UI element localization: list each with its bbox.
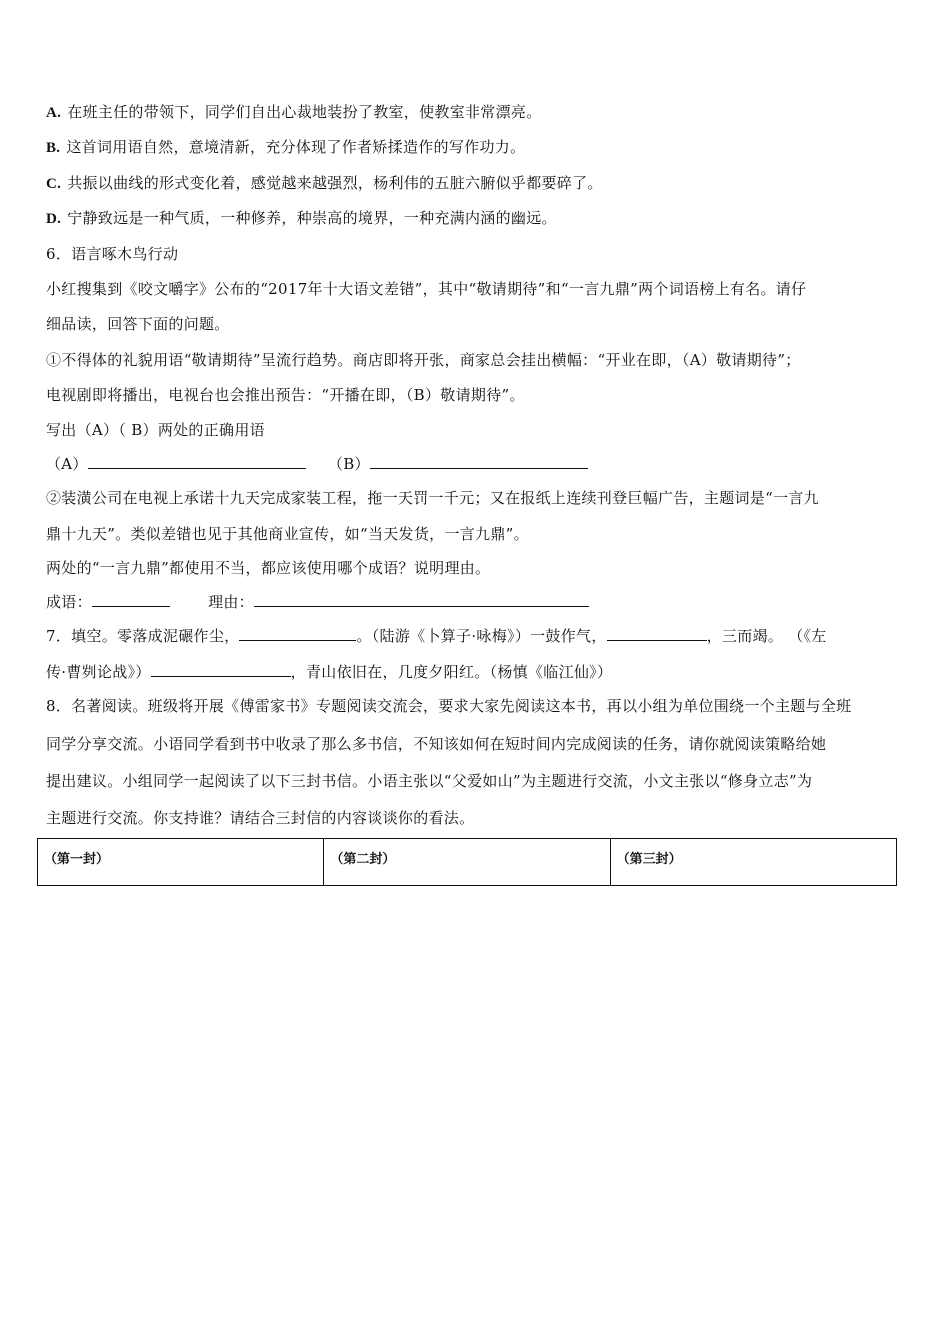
q8-line-1: 8．名著阅读。班级将开展《傅雷家书》专题阅读交流会，要求大家先阅读这本书，再以小组为单位围绕一个主题与全班 [46,697,852,715]
q6-idiom-reason [46,592,908,612]
option-d [46,208,908,229]
option-text: 共振以曲线的形式变化着，感觉越来越强烈，杨利伟的五脏六腑似乎都要碎了。 [67,174,603,192]
letter-cell-2: （第二封） [324,839,610,886]
option-a [46,102,908,123]
q7-blank-1[interactable] [239,626,356,641]
q6-task-1: 写出（A）（ B）两处的正确用语 [46,421,265,439]
q6-paragraph-2-line-2: 鼎十九天”。类似差错也见于其他商业宣传，如“当天发货，一言九鼎”。 [46,525,529,543]
table-row [38,839,897,886]
q7-part-4: 传·曹刿论战》） [46,663,151,681]
q6-paragraph-2-line-1: ②装潢公司在电视上承诺十九天完成家装工程，拖一天罚一千元；又在报纸上连续刊登巨幅广告，主题词是“一言九 [46,489,819,507]
q6-paragraph-1-line-1: ①不得体的礼貌用语“敬请期待”呈流行趋势。商店即将开张，商家总会挂出横幅：“开业在即，（A）敬请期待”； [46,351,801,369]
option-letter: D. [46,211,62,227]
option-b [46,137,908,158]
q8-line-2: 同学分享交流。小语同学看到书中收录了那么多书信，不知该如何在短时间内完成阅读的任务，请你就阅读策略给她 [46,735,827,753]
option-text: 在班主任的带领下，同学们自出心裁地装扮了教室，使教室非常漂亮。 [67,103,542,121]
option-c [46,173,908,194]
q8-line-3: 提出建议。小组同学一起阅读了以下三封书信。小语主张以“父爱如山”为主题进行交流，小文主张以“修身立志”为 [46,772,813,790]
reason-input[interactable] [254,592,589,607]
q6-title: 6．语言啄木鸟行动 [46,245,179,263]
q8-line-4: 主题进行交流。你支持谁？请结合三封信的内容谈谈你的看法。 [46,809,475,827]
option-letter: A. [46,105,62,121]
option-text: 宁静致远是一种气质，一种修养，种崇高的境界，一种充满内涵的幽远。 [67,209,557,227]
q7-part-5: ，青山依旧在，几度夕阳红。（杨慎《临江仙》） [290,663,613,681]
letters-table [37,838,897,886]
q6-task-2: 两处的“一言九鼎”都使用不当，都应该使用哪个成语？说明理由。 [46,559,491,577]
q6-paragraph-1-line-2: 电视剧即将播出，电视台也会推出预告：“开播在即，（B）敬请期待”。 [46,386,525,404]
option-letter: C. [46,176,62,192]
letter-cell-3: （第三封） [610,839,896,886]
q7-part-1: 7．填空。零落成泥碾作尘， [46,627,240,645]
letter-cell-1: （第一封） [38,839,324,886]
option-letter: B. [46,140,61,156]
q7-part-2: 。（陆游《卜算子·咏梅》）一鼓作气， [356,627,607,645]
q6-answer-blanks [46,454,908,474]
q6-intro-line-1: 小红搜集到《咬文嚼字》公布的“2017年十大语文差错”，其中“敬请期待”和“一言九鼎”两个词语榜上有名。请仔 [46,280,807,298]
blank-b-input[interactable] [370,454,588,469]
blank-b-label: （B） [327,455,370,473]
reason-label: 理由： [208,593,254,611]
q7-part-3: ，三而竭。 （《左 [706,627,827,645]
option-text: 这首词用语自然，意境清新，充分体现了作者矫揉造作的写作功力。 [66,138,526,156]
q7-line-1 [46,626,908,646]
q7-blank-2[interactable] [607,626,707,641]
blank-a-input[interactable] [88,454,306,469]
q7-blank-3[interactable] [151,662,291,677]
blank-a-label: （A） [46,455,88,473]
q7-line-2 [46,662,908,682]
idiom-input[interactable] [92,592,170,607]
idiom-label: 成语： [46,593,92,611]
q6-intro-line-2: 细品读，回答下面的问题。 [46,315,230,333]
